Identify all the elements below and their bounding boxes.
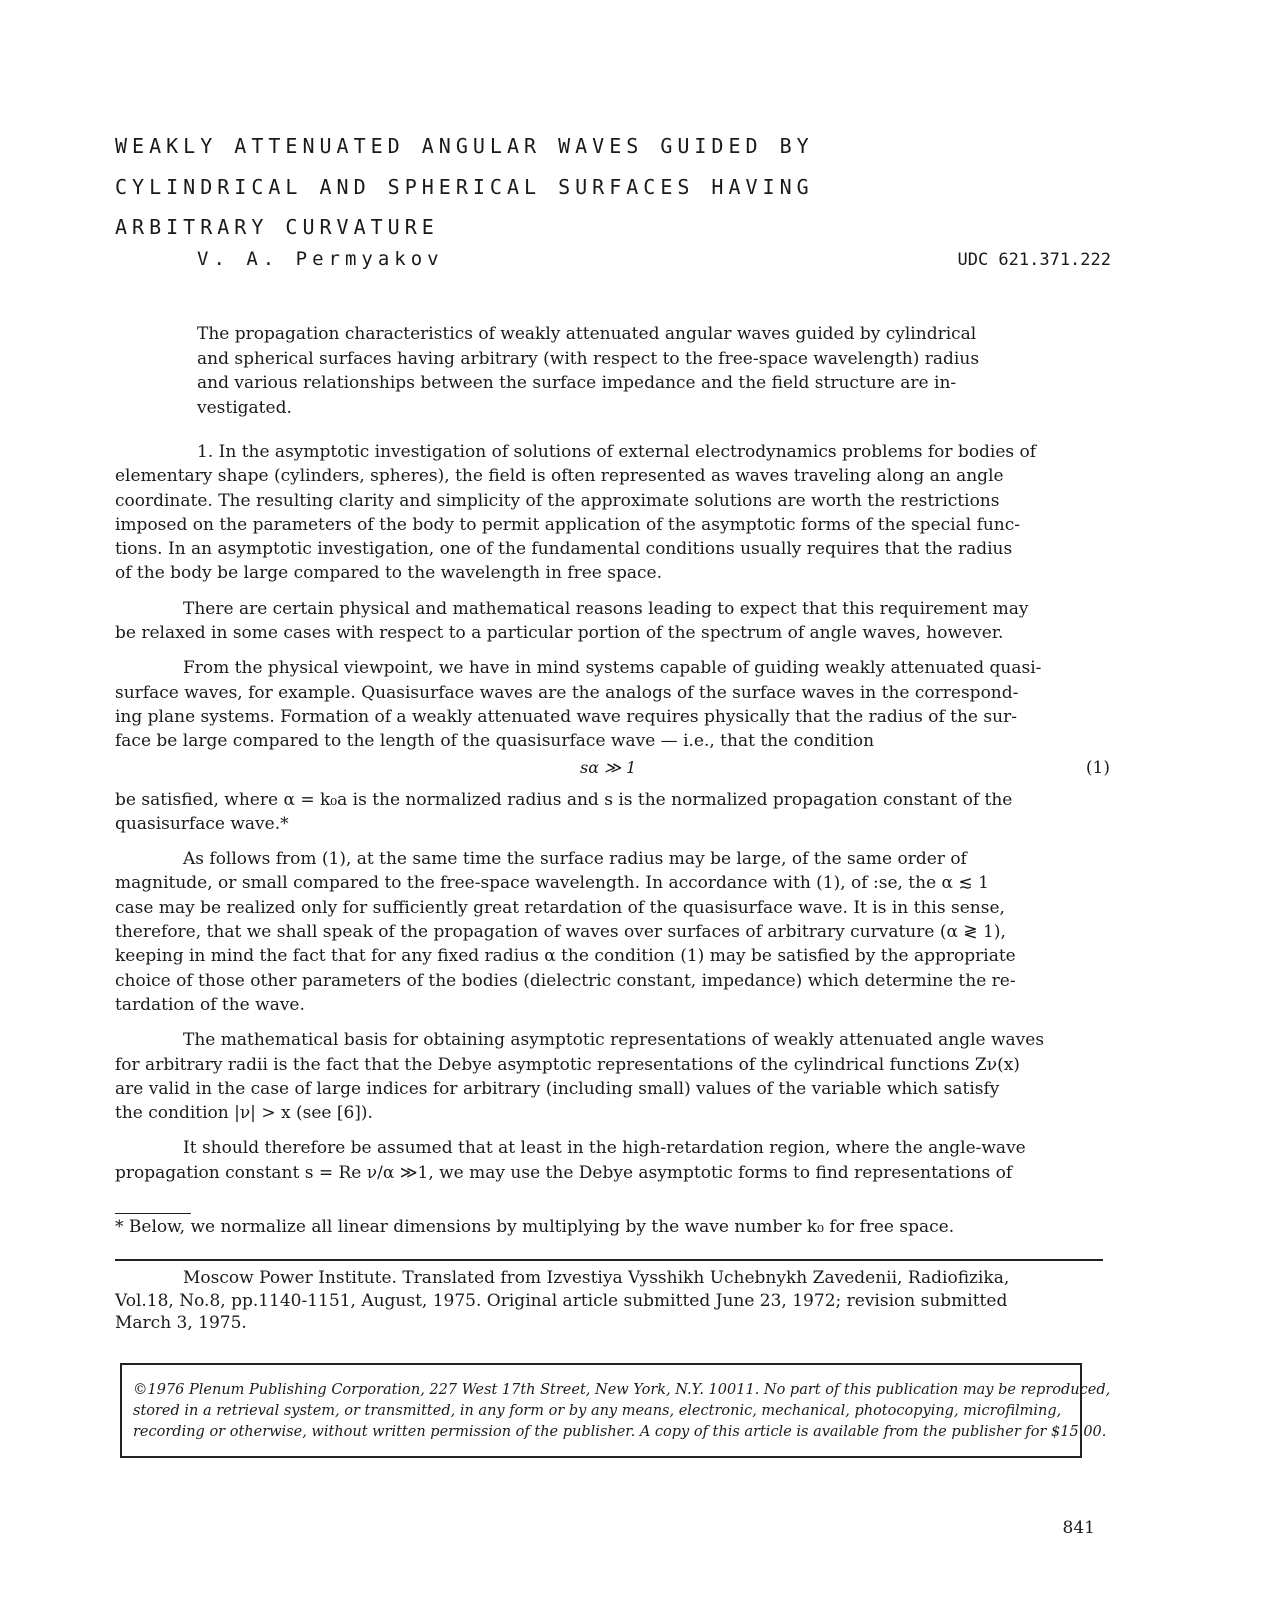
equation-1 <box>115 754 1110 788</box>
author-name: V. A. Permyakov <box>197 248 444 270</box>
article-title <box>115 126 915 248</box>
copyright-line: ©1976 Plenum Publishing Corporation, 227 West 17th Street, New York, N.Y. 10011. No part of this publication may be reproduced, <box>133 1382 1111 1398</box>
body-line: propagation constant s = Re ν/α ≫1, we may use the Debye asymptotic forms to find representations of <box>115 1162 1013 1183</box>
body-text <box>115 440 1110 1196</box>
affiliation-line: March 3, 1975. <box>115 1313 247 1333</box>
equation-number: (1) <box>1085 757 1110 778</box>
body-line: surface waves, for example. Quasisurface waves are the analogs of the surface waves in the correspond- <box>115 682 1019 703</box>
copyright-notice <box>133 1380 1110 1443</box>
paragraph-7 <box>115 1136 1110 1185</box>
body-line: ing plane systems. Formation of a weakly attenuated wave requires physically that the radius of the sur- <box>115 706 1017 727</box>
body-line: 1. In the asymptotic investigation of solutions of external electrodynamics problems for bodies of <box>197 442 1037 462</box>
body-line: The mathematical basis for obtaining asymptotic representations of weakly attenuated angle waves <box>183 1030 1045 1051</box>
paragraph-2 <box>115 597 1110 646</box>
page-number: 841 <box>1062 1518 1095 1538</box>
affiliation-divider <box>115 1259 1103 1261</box>
body-line: case may be realized only for sufficiently great retardation of the quasisurface wave. It is in this sense, <box>115 897 1005 918</box>
body-line: quasisurface wave.* <box>115 813 289 834</box>
paragraph-6 <box>115 1028 1110 1125</box>
title-line-2: CYLINDRICAL AND SPHERICAL SURFACES HAVING <box>115 174 814 199</box>
abstract-line: and various relationships between the surface impedance and the field structure are in- <box>197 373 957 393</box>
body-line: magnitude, or small compared to the free-space wavelength. In accordance with (1), of :se, the α ≲ 1 <box>115 873 989 894</box>
body-line: As follows from (1), at the same time the surface radius may be large, of the same order of <box>183 849 967 870</box>
udc-code: UDC 621.371.222 <box>957 250 1111 270</box>
body-line: be relaxed in some cases with respect to a particular portion of the spectrum of angle waves, however. <box>115 623 1004 644</box>
body-line: be satisfied, where α = k₀a is the normalized radius and s is the normalized propagation constant of the <box>115 789 1013 810</box>
paragraph-1 <box>115 440 1110 586</box>
body-line: It should therefore be assumed that at least in the high-retardation region, where the angle-wave <box>183 1138 1026 1159</box>
paragraph-3 <box>115 656 1110 753</box>
body-line: the condition |ν| > x (see [6]). <box>115 1103 373 1124</box>
body-line: therefore, that we shall speak of the propagation of waves over surfaces of arbitrary curvature (α ≷ 1), <box>115 922 1006 943</box>
affiliation-line: Vol.18, No.8, pp.1140-1151, August, 1975. Original article submitted June 23, 1972; revision submitted <box>115 1290 1008 1311</box>
body-line: tions. In an asymptotic investigation, one of the fundamental conditions usually requires that the radius <box>115 539 1013 560</box>
affiliation-line: Moscow Power Institute. Translated from Izvestiya Vysshikh Uchebnykh Zavedenii, Radiofizika, <box>183 1268 1010 1288</box>
body-line: elementary shape (cylinders, spheres), the field is often represented as waves traveling along an angle <box>115 466 1004 487</box>
body-line: From the physical viewpoint, we have in mind systems capable of guiding weakly attenuated quasi- <box>183 658 1042 679</box>
body-line: face be large compared to the length of the quasisurface wave — i.e., that the condition <box>115 731 875 752</box>
body-line: for arbitrary radii is the fact that the Debye asymptotic representations of the cylindrical functions Zν(x) <box>115 1054 1020 1075</box>
title-line-1: WEAKLY ATTENUATED ANGULAR WAVES GUIDED BY <box>115 134 814 158</box>
abstract-line: vestigated. <box>197 397 292 418</box>
paragraph-4 <box>115 788 1110 837</box>
equation-expression: sα ≫ 1 <box>580 757 637 777</box>
copyright-line: stored in a retrieval system, or transmitted, in any form or by any means, electronic, mechanical, photocopying, microfilming, <box>133 1403 1062 1419</box>
body-line: There are certain physical and mathematical reasons leading to expect that this requirement may <box>183 598 1029 619</box>
abstract-line: and spherical surfaces having arbitrary (with respect to the free-space wavelength) radius <box>197 348 980 369</box>
body-line: are valid in the case of large indices for arbitrary (including small) values of the variable which satisfy <box>115 1078 1000 1099</box>
body-line: keeping in mind the fact that for any fixed radius α the condition (1) may be satisfied by the appropriate <box>115 946 1016 967</box>
body-line: of the body be large compared to the wavelength in free space. <box>115 563 662 584</box>
body-line: tardation of the wave. <box>115 994 305 1015</box>
title-line-3: ARBITRARY CURVATURE <box>115 215 439 239</box>
abstract-line: The propagation characteristics of weakly attenuated angular waves guided by cylindrical <box>197 324 977 344</box>
body-line: coordinate. The resulting clarity and simplicity of the approximate solutions are worth the restrictions <box>115 490 1000 511</box>
paragraph-5 <box>115 847 1110 1017</box>
abstract <box>197 322 1057 420</box>
footnote-divider <box>115 1213 191 1214</box>
body-line: choice of those other parameters of the bodies (dielectric constant, impedance) which determine the re- <box>115 970 1016 991</box>
copyright-line: recording or otherwise, without written permission of the publisher. A copy of this article is available from the publisher for $15.00. <box>133 1424 1107 1440</box>
body-line: imposed on the parameters of the body to permit application of the asymptotic forms of the special func- <box>115 514 1021 535</box>
affiliation-block <box>115 1267 1110 1335</box>
footnote: * Below, we normalize all linear dimensions by multiplying by the wave number k₀ for free space. <box>115 1217 955 1237</box>
